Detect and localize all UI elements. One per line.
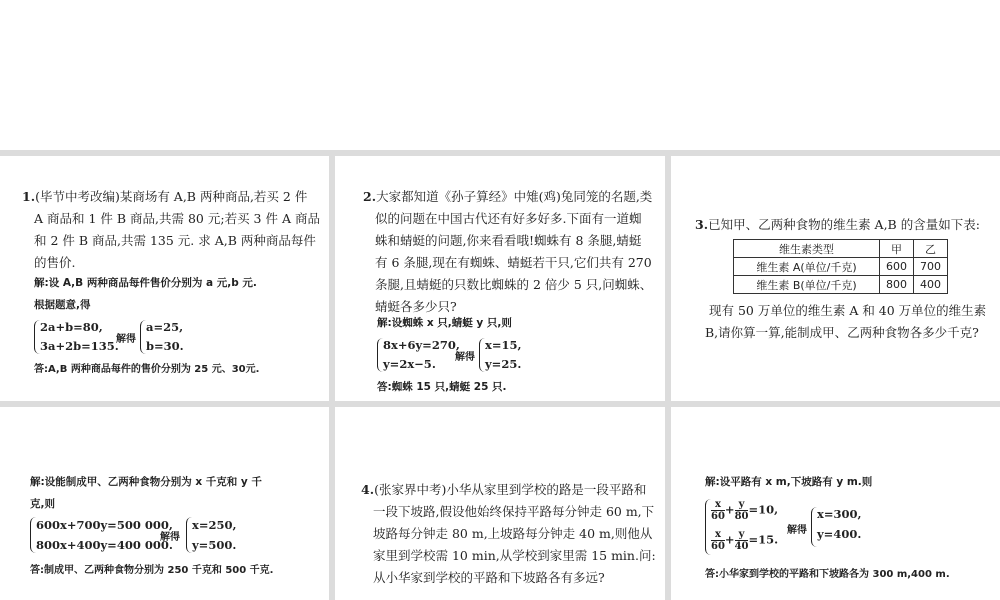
text-line: B,请你算一算,能制成甲、乙两种食物各多少千克? <box>705 325 979 340</box>
equation: 600x+700y=500 000, <box>36 518 173 532</box>
solution-line: 解:设蜘蛛 x 只,蜻蜓 y 只,则 <box>377 317 512 329</box>
solution-line: 解:设能制成甲、乙两种食物分别为 x 千克和 y 千 <box>30 476 262 488</box>
solution-4-panel <box>671 407 1000 600</box>
text-line: 有 6 条腿,现在有蜘蛛、蜻蜓若干只,它们共有 270 <box>375 255 652 270</box>
table-cell: 维生素 B(单位/千克) <box>734 276 880 294</box>
answer-line: 答:蜘蛛 15 只,蜻蜓 25 只. <box>377 381 507 393</box>
solve-label: 解得 <box>787 525 807 536</box>
problem-1-panel <box>0 156 329 401</box>
equation: 3a+2b=135. <box>40 339 119 353</box>
text-line: 似的问题在中国古代还有好多好多.下面有一道蜘 <box>375 211 642 226</box>
text-line: 蛛和蜻蜓的问题,你来看看哦!蜘蛛有 8 条腿,蜻蜓 <box>375 233 642 248</box>
table-header-cell: 维生素类型 <box>734 240 880 258</box>
problem-4-panel <box>335 407 665 600</box>
text-line: 已知甲、乙两种食物的维生素 A,B 的含量如下表: <box>708 217 980 232</box>
result: b=30. <box>146 339 184 353</box>
table-cell: 维生素 A(单位/千克) <box>734 258 880 276</box>
solution-line: 根据题意,得 <box>34 299 91 311</box>
table-row <box>734 276 948 294</box>
result: y=500. <box>192 538 237 552</box>
equation: 2a+b=80, <box>40 320 103 334</box>
table-header-row <box>734 240 948 258</box>
problem-1-text <box>22 186 322 274</box>
result: y=400. <box>817 527 862 541</box>
solve-label: 解得 <box>160 532 180 543</box>
answer-line: 答:制成甲、乙两种食物分别为 250 千克和 500 千克. <box>30 565 274 576</box>
answer-line: 答:A,B 两种商品每件的售价分别为 25 元、30元. <box>34 364 260 375</box>
solution-line: 克,则 <box>30 498 55 510</box>
vitamin-table <box>733 239 948 294</box>
problem-3-panel <box>671 156 1000 401</box>
equation: $\frac{x}{60}$ + $\frac{y}{40}$ =15. <box>711 529 779 552</box>
text-line: 条腿,且蜻蜓的只数比蜘蛛的 2 倍少 5 只,问蜘蛛、 <box>375 277 653 292</box>
equation-system <box>34 318 324 358</box>
equation-system <box>705 497 995 559</box>
text-line: 蜻蜓各多少只? <box>375 299 457 314</box>
answer-line: 答:小华家到学校的平路和下坡路各为 300 m,400 m. <box>705 569 950 580</box>
problem-number: 1. <box>22 189 36 204</box>
text-line: 家里到学校需 10 min,从学校到家里需 15 min.问: <box>373 548 656 563</box>
result: x=15, <box>485 338 522 352</box>
result: a=25, <box>146 320 184 334</box>
problem-number: 4. <box>361 482 375 497</box>
problem-number: 3. <box>695 217 709 232</box>
equation-system <box>30 515 320 557</box>
text-line: 从小华家到学校的平路和下坡路各有多远? <box>373 570 605 585</box>
equation: $\frac{x}{60}$ + $\frac{y}{80}$ =10, <box>711 499 779 522</box>
text-line: 一段下坡路,假设他始终保持平路每分钟走 60 m,下 <box>373 504 655 519</box>
solution-line: 解:设 A,B 两种商品每件售价分别为 a 元,b 元. <box>34 277 257 289</box>
problem-3-intro <box>695 214 995 236</box>
result: x=250, <box>192 518 237 532</box>
text-line: 的售价. <box>34 255 76 270</box>
result: x=300, <box>817 507 862 521</box>
problem-4-text <box>361 479 663 589</box>
table-cell: 800 <box>880 276 914 294</box>
table-cell: 700 <box>914 258 948 276</box>
equation: 8x+6y=270, <box>383 338 460 352</box>
table-row <box>734 258 948 276</box>
text-line: 坡路每分钟走 80 m,上坡路每分钟走 40 m,则他从 <box>373 526 653 541</box>
text-line: 大家都知道《孙子算经》中雉(鸡)兔同笼的名题,类 <box>376 189 653 204</box>
solve-label: 解得 <box>455 352 475 363</box>
solution-3-panel <box>0 407 329 600</box>
problem-3-text <box>705 300 999 344</box>
equation: y=2x−5. <box>383 357 436 371</box>
text-line: 现有 50 万单位的维生素 A 和 40 万单位的维生素 <box>709 303 987 318</box>
solution-line: 解:设平路有 x m,下坡路有 y m.则 <box>705 476 873 488</box>
result: y=25. <box>485 357 522 371</box>
problem-2-text <box>363 186 663 318</box>
table-cell: 600 <box>880 258 914 276</box>
text-line: 和 2 件 B 商品,共需 135 元. 求 A,B 两种商品每件 <box>34 233 316 248</box>
problem-2-panel <box>335 156 665 401</box>
text-line: (张家界中考)小华从家里到学校的路是一段平路和 <box>374 482 647 497</box>
solve-label: 解得 <box>116 334 136 345</box>
equation-system <box>377 336 637 376</box>
text-line: (毕节中考改编)某商场有 A,B 两种商品,若买 2 件 <box>35 189 308 204</box>
table-header-cell: 甲 <box>880 240 914 258</box>
table-header-cell: 乙 <box>914 240 948 258</box>
equation: 800x+400y=400 000. <box>36 538 173 552</box>
table-cell: 400 <box>914 276 948 294</box>
problem-number: 2. <box>363 189 377 204</box>
text-line: A 商品和 1 件 B 商品,共需 80 元;若买 3 件 A 商品 <box>34 211 320 226</box>
